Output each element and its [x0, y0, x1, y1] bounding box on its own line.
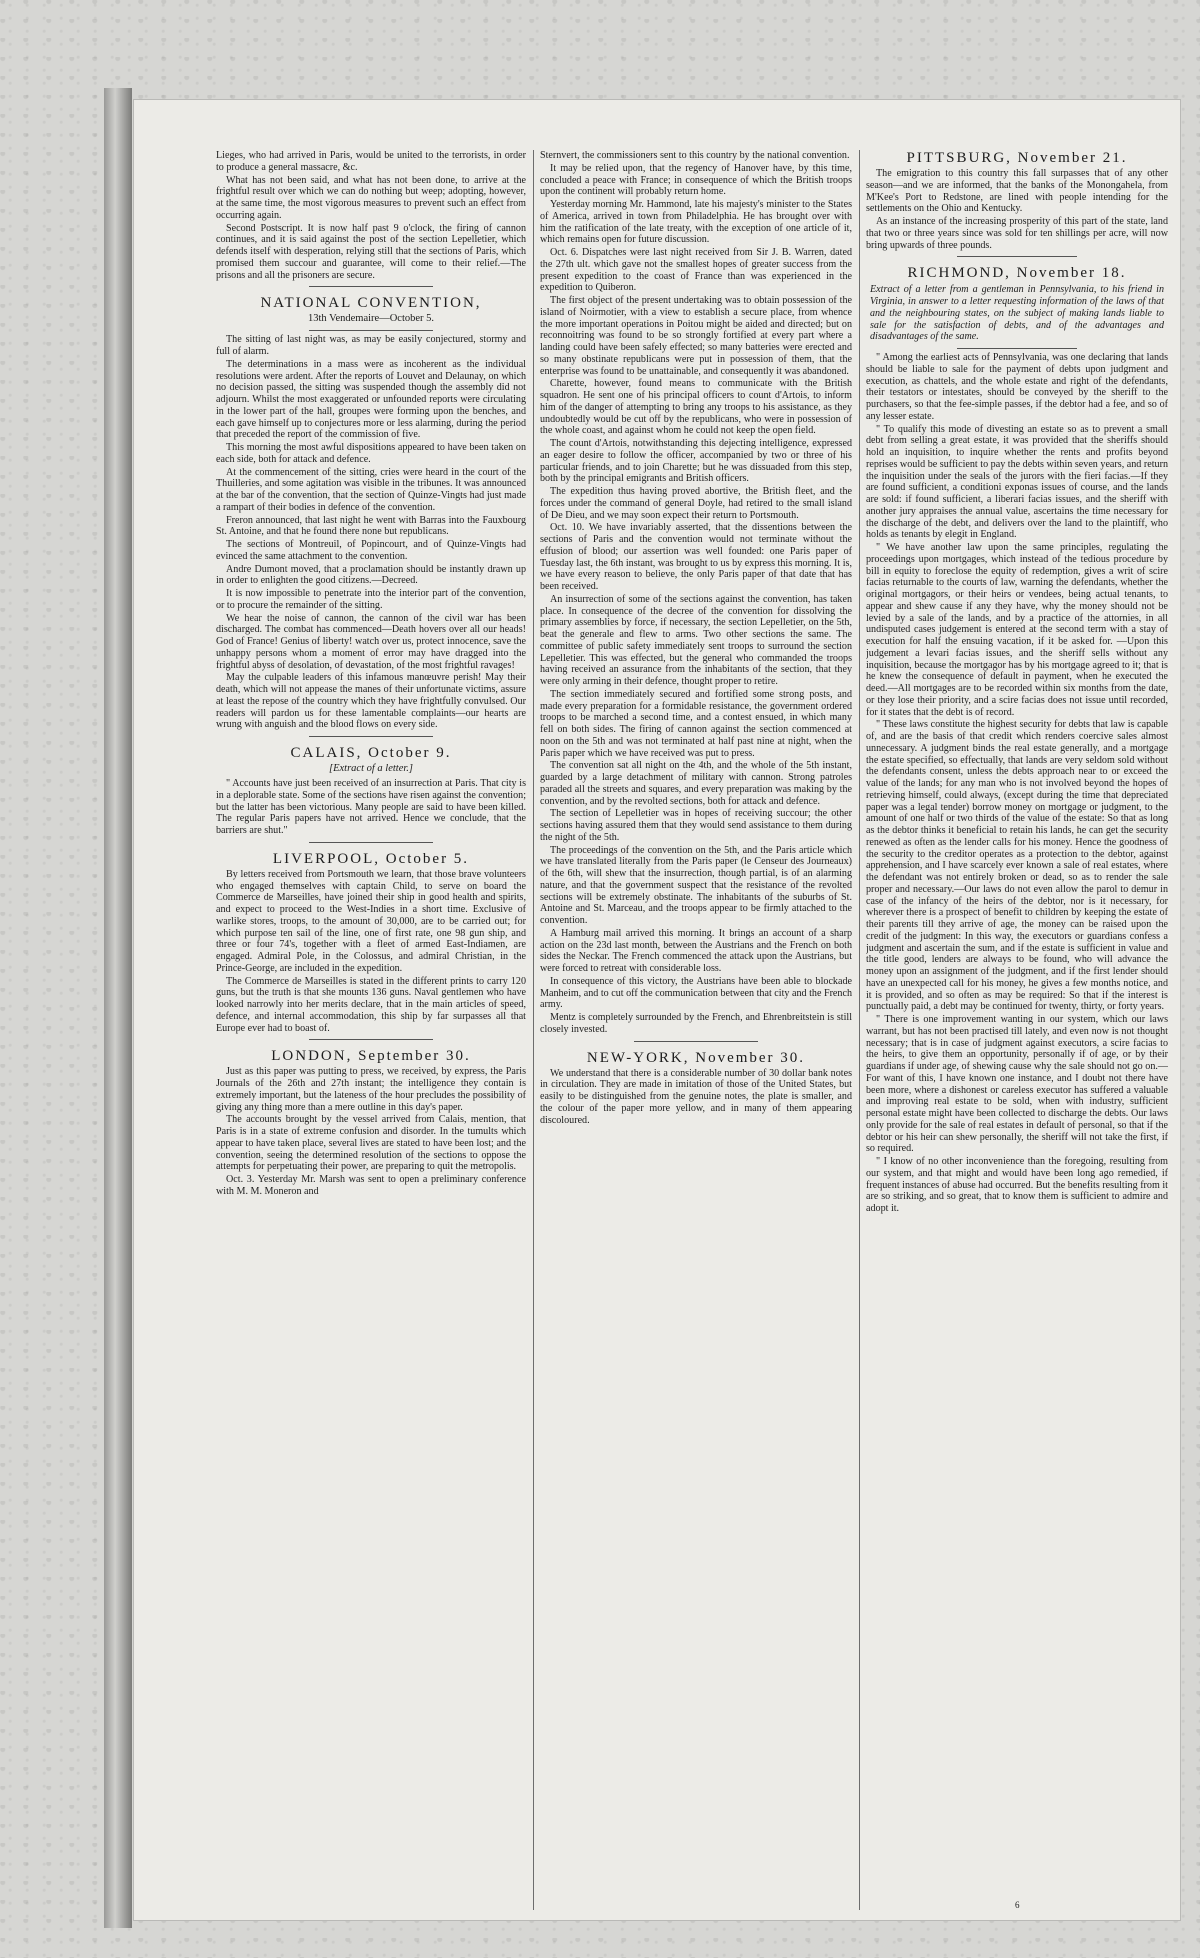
page-number: 6 — [1015, 1900, 1020, 1910]
section-heading: RICHMOND, November 18. — [907, 265, 1127, 282]
paragraph: Mentz is completely surrounded by the French, and Ehrenbreitstein is still closely invested. — [540, 1012, 852, 1035]
paragraph: " We have another law upon the same principles, regulating the proceedings upon mortgages, which instead of the tedious procedure by bill in equity to foreclose the equity of redemption, gives a writ of scire facias returnable to the courts of law, warning the defendants, whether the original mortgagors, or their heirs or vendees, being actual tenants, to appear and shew cause if any they have, why the money should not be levied by a sale of the lands, and by a practice of the attornies, in all undisputed cases judgement is entered at the second term with a stay of execution for half the ensuing vacation, if it be asked for. —Upon this judgement a levari facias issues, and the sheriff sells without any inquisition, because the mortgagor has by his mortgage agreed to it; that is he knew the consequence of default in payment, when he executed the deed.—All mortgages are to be recorded within six months from the date, or they lose their priority, and a scire facias does not issue until recorded, for it states that the debt is of record. — [866, 542, 1168, 718]
section-subheading: [Extract of a letter.] — [329, 763, 413, 774]
column-1 — [216, 150, 526, 1915]
paragraph: Andre Dumont moved, that a proclamation should be instantly drawn up in order to enlighten the good citizens.—Decreed. — [216, 563, 526, 587]
section-divider — [634, 1041, 759, 1042]
paragraph: " There is one improvement wanting in our system, which our laws warrant, but has not been practised till lately, and even now is not thought necessary; that is in case of judgment against executors, a scire facias to the heirs, to give them an opportunity, personally if of age, or by their guardians if under age, of shewing cause why the sale should not go on.—For want of this, I have known one instance, and I doubt not there have been more, where a dishonest or careless executor has suffered a valuable and improving real estate to be sold, when with industry, sufficient personal estate might have been collected to discharge the debts. Our laws only provide for the sale of real estates in default of personal, so that if the debtor or his heir can shew personally, the sheriff will not take the first, if so required. — [866, 1014, 1168, 1155]
paragraph: A Hamburg mail arrived this morning. It brings an account of a sharp action on the 23d last month, between the Austrians and the French on both sides the Neckar. The French commenced the attack upon the Austrians, but were forced to retreat with considerable loss. — [540, 927, 852, 974]
paragraph: The proceedings of the convention on the 5th, and the Paris article which we have translated literally from the Paris paper (le Censeur des Journeaux) of the 6th, will shew that the insurrection, though partial, is of an alarming nature, and that the government suspect that the resistance of the revolted sections will be extremely obstinate. The inhabitants of the suburbs of St. Antoine and St. Marceau, and the troops appear to be firmly attached to the convention. — [540, 844, 852, 926]
paragraph: We understand that there is a considerable number of 30 dollar bank notes in circulation. They are made in imitation of those of the United States, but easily to be distinguished from the genuine notes, the plate is smaller, and the colour of the paper more yellow, and in many of them appearing discoloured. — [540, 1067, 852, 1126]
paragraph: Oct. 10. We have invariably asserted, that the dissentions between the sections of Paris and the convention would not terminate without the effusion of blood; our assertion was well founded: one Paris paper of Tuesday last, the 6th instant, was brought to us by express this morning. It is, we have every reason to believe, the only Paris paper of that date that has been received. — [540, 522, 852, 592]
paragraph: " I know of no other inconvenience than the foregoing, resulting from our system, and that might and would have been long ago remedied, if frequent instances of abuse had occurred. But the benefits resulting from it are so striking, and so great, that to know them is sufficient to admire and adopt it. — [866, 1156, 1168, 1214]
extract-heading: Extract of a letter from a gentleman in Pennsylvania, to his friend in Virginia, in answer to a letter requesting information of the laws of that and the neighbouring states, on the subject of making lands liable to sale for the satisfaction of debts, and of the advantages and disadvantages of the same. — [870, 284, 1164, 343]
paragraph: At the commencement of the sitting, cries were heard in the court of the Thuilleries, and some agitation was visible in the tribunes. It was announced at the bar of the convention, that the section of Quinze-Vingts had just made a rampart of their bodies in defence of the convention. — [216, 466, 526, 513]
paragraph: The Commerce de Marseilles is stated in the different prints to carry 120 guns, but the truth is that she mounts 136 guns. Naval gentlemen who have looked narrowly into her merits declare, that in the main articles of speed, defence, and internal accommodation, this ship by far surpasses all that Europe ever had to boast of. — [216, 975, 526, 1034]
paragraph: Freron announced, that last night he went with Barras into the Fauxbourg St. Antoine, and that he found there none but republicans. — [216, 514, 526, 538]
paragraph: Second Postscript. It is now half past 9 o'clock, the firing of cannon continues, and it is said against the post of the section Lepelletier, which defends itself with desperation, relying still that the sections of Paris, which promised them succour and guarantee, will come to their relief.—The prisons and all the prisoners are secure. — [216, 222, 526, 281]
section-heading: NATIONAL CONVENTION, — [260, 295, 482, 312]
paragraph: Just as this paper was putting to press, we received, by express, the Paris Journals of the 26th and 27th instant; the intelligence they contain is extremely important, but the lateness of the hour precludes the possibility of giving any thing more than a mere outline in this day's paper. — [216, 1066, 526, 1113]
paragraph: It is now impossible to penetrate into the interior part of the convention, or to procure the remainder of the sitting. — [216, 588, 526, 611]
paragraph: " Accounts have just been received of an insurrection at Paris. That city is in a deplorable state. Some of the sections have risen against the convention; but the latter has been victorious. Many people are said to have been killed. The regular Paris papers have not arrived. Hence we conclude, that the barriers are shut." — [216, 778, 526, 836]
paragraph: Yesterday morning Mr. Hammond, late his majesty's minister to the States of America, arrived in town from Philadelphia. He has brought over with him the ratification of the late treaty, with the exception of one article of it, which remains open for future discussion. — [540, 199, 852, 246]
section-heading: NEW-YORK, November 30. — [586, 1049, 806, 1066]
section-heading: CALAIS, October 9. — [290, 745, 452, 761]
paragraph: By letters received from Portsmouth we learn, that those brave volunteers who engaged themselves with captain Child, to serve on board the Commerce de Marseilles, have joined their ship in good health and spirits, and expect to proceed to the West-Indies in a short time. Exclusive of warlike stores, troops, to the amount of 30,000, are to be carried out; for which purpose ten sail of the line, one of first rate, one 98 gun ship, and three or four 74's, together with a fleet of armed East-Indiamen, are engaged. Admiral Pole, in the Colossus, and admiral Christian, in the Prince-George, are included in the expedition. — [216, 868, 526, 974]
section-dateline: 13th Vendemaire—October 5. — [307, 313, 435, 325]
paragraph: The sitting of last night was, as may be easily conjectured, stormy and full of alarm. — [216, 334, 526, 357]
section-heading: LIVERPOOL, October 5. — [272, 850, 470, 867]
section-heading: PITTSBURG, November 21. — [906, 150, 1128, 166]
paragraph: Oct. 6. Dispatches were last night received from Sir J. B. Warren, dated the 27th ult. which gave not the smallest hopes of greater success from the present expedition to the coast of France than was experienced in the expedition to Quiberon. — [540, 247, 852, 294]
paragraph: The section of Lepelletier was in hopes of receiving succour; the other sections having assured them that they would send assistance to them during the night of the 5th. — [540, 808, 852, 843]
paragraph: " Among the earliest acts of Pennsylvania, was one declaring that lands should be liable to sale for the payment of debts upon judgment and execution, as chattels, and the whole estate and right of the defendants, their testators or intestates, should be conveyed by the sheriff to the purchasers, so that the fee-simple passes, if the debtor had a fee, and so of any lesser estate. — [866, 352, 1168, 422]
paragraph: " To qualify this mode of divesting an estate so as to prevent a small debt from selling a great estate, it was provided that the sheriffs should hold an inquisition, to inquire whether the rents and profits beyond reprises would be sufficient to pay the debts within seven years, and return the inquisition under the seals of the jurors with the fieri facias.—If they are found sufficient, a conditioni exponas issues of course, and the lands are sold: if found sufficient, a liberari facias issues, and the sheriff with another jury appraises the annual value, ascertains the time necessary for the discharge of the debt, and delivers over the land to the plaintiff, who holds as tenants by elegit in England. — [866, 423, 1168, 541]
paragraph: The expedition thus having proved abortive, the British fleet, and the forces under the command of general Doyle, had retired to the small island of De Dieu, and we may soon expect their return to Portsmouth. — [540, 486, 852, 521]
section-divider — [957, 348, 1078, 349]
section-divider — [309, 1039, 433, 1040]
paragraph: We hear the noise of cannon, the cannon of the civil war has been discharged. The combat has commenced—Death hovers over all our heads! God of France! Genius of liberty! watch over us, protect innocence, save the unhappy persons whom a moment of error may have dragged into the frightful abyss of desolation, of devastation, of the most frightful ravages! — [216, 612, 526, 671]
paragraph: Oct. 3. Yesterday Mr. Marsh was sent to open a preliminary conference with M. M. Moneron and — [216, 1174, 526, 1197]
paragraph: The determinations in a mass were as incoherent as the individual resolutions were ardent. After the reports of Louvet and Delaunay, on which no decision passed, the sitting was suspended though the assembly did not adjourn. Whilst the most exaggerated or unfounded reports were circulating in the lower part of the hall, groupes were forming upon the benches, and each gave himself up to conjectures more or less alarming, during the period that preceded the report of the commission of five. — [216, 358, 526, 441]
paragraph: The accounts brought by the vessel arrived from Calais, mention, that Paris is in a state of extreme confusion and disorder. In the tumults which appear to have taken place, several lives are stated to have been lost; and the convention, seeing the determined resolution of the sections to oppose the attempts for perpetuating their power, are preparing to quit the metropolis. — [216, 1114, 526, 1173]
section-divider — [309, 286, 433, 287]
paragraph: The emigration to this country this fall surpasses that of any other season—and we are informed, that the banks of the Monongahela, from M'Kee's Port to Redstone, are lined with people intending for the settlements on the Ohio and Kentucky. — [866, 168, 1168, 215]
column-rule-2 — [859, 150, 860, 1910]
section-divider — [309, 842, 433, 843]
paragraph: May the culpable leaders of this infamous manœuvre perish! May their death, which will not appease the manes of their unfortunate victims, assure at least the repose of the country which they have frightfully convulsed. Our readers will pardon us for these lamentable complaints—our hearts are wrung with anguish and the blood flows on every side. — [216, 672, 526, 731]
paragraph: Lieges, who had arrived in Paris, would be united to the terrorists, in order to produce a general massacre, &c. — [216, 150, 526, 173]
paragraph: " These laws constitute the highest security for debts that law is capable of, and are the basis of that credit which renders coercive sales almost unnecessary. A judgment binds the real estate generally, and a mortgage the estate specified, so effectually, that lands are very seldom sold without the defendants consent, unless the debts approach near to or exceed the value of the lands; for any man who is not involved beyond the hopes of retrieving himself, could always, (except during the time that depreciated paper was a legal tender) borrow money on mortgage or judgment, to the amount of one half or two thirds of the value of the estate: So that as long as the debtor thinks it beneficial to retain his lands, he can get the security renewed as often as the lender calls for his money. Hence the goodness of the security to the creditor operates as a protection to the debtor, against apprehension, and I have scarcely ever known a sale of real estates, where the defendant was not entirely broken or dead, so as to render the sale proper and necessary.—Our laws do not even allow the parol to demur in case of the infancy of the heirs of the debtor, nor is it necessary, for wherever there is a prospect of benefit to children by keeping the estate of their parents till they arrive of age, the money can be raised upon the credit of the judgment: In this way, the executors or guardians confess a judgment and ascertain the sum, and if the estate is sufficient in value and the title good, lenders are always to be found, who will advance the money upon an assignment of the judgment, and if the first lender should have an unexpected call for his money, he gives a few months notice, and it is provided, and so often as may be required: So that if the interest is punctually paid, a debt may be continued for twenty, thirty, or forty years. — [866, 719, 1168, 1013]
section-divider — [957, 256, 1078, 257]
paragraph: The sections of Montreuil, of Popincourt, and of Quinze-Vingts had evinced the same attachment to the convention. — [216, 539, 526, 562]
column-2 — [540, 150, 852, 1915]
column-3 — [866, 150, 1168, 1915]
section-divider — [309, 736, 433, 737]
section-divider — [309, 330, 433, 331]
paragraph: This morning the most awful dispositions appeared to have been taken on each side, both for attack and defence. — [216, 442, 526, 465]
paragraph: The first object of the present undertaking was to obtain possession of the island of Noirmotier, with a view to establish a secure place, from whence the more important operations in Poitou might be aided and directed; but on reconnoitring was found to be so strongly fortified at every part where a landing could have been safely effected; so many batteries were erected and so many obstinate republicans were put in possession of them, that the enterprise was found to be unattainable, and consequently it was abandoned. — [540, 295, 852, 377]
paragraph: As an instance of the increasing prosperity of this part of the state, land that two or three years since was sold for ten shillings per acre, will now bring upwards of three pounds. — [866, 216, 1168, 251]
paragraph: The section immediately secured and fortified some strong posts, and made every preparation for a formidable resistance, the government ordered troops to be marched a second time, and a contest ensued, in which many fell on both sides. The firing of cannon against the section commenced at noon on the 5th and was not terminated at half past nine at night, when the Paris paper which we have received was put to press. — [540, 688, 852, 759]
paragraph: An insurrection of some of the sections against the convention, has taken place. In consequence of the decree of the convention for dissolving the primary assemblies by force, if necessary, the section Lepelletier, on the 5th, beat the generale and flew to arms. Two other sections the same. The committee of public safety immediately sent troops to surround the section Lepelletier. This was effected, but the general who commanded the troops having received an assurance from the inhabitants of the section, that they were only arming in their defence, thought proper to retire. — [540, 593, 852, 687]
paragraph: Charette, however, found means to communicate with the British squadron. He sent one of his principal officers to count d'Artois, to inform him of the danger of attempting to bring any troops to his assistance, as they undoubtedly would be cut off by the republicans, who were in possession of the whole coast, and against whom he could not keep the open field. — [540, 378, 852, 437]
paragraph: Sternvert, the commissioners sent to this country by the national convention. — [540, 150, 850, 161]
paragraph: It may be relied upon, that the regency of Hanover have, by this time, concluded a peace with France; in consequence of which the British troops upon the continent will probably return home. — [540, 162, 852, 198]
paragraph: In consequence of this victory, the Austrians have been able to blockade Manheim, and to cut off the communication between that city and the French army. — [540, 975, 852, 1011]
paragraph: The count d'Artois, notwithstanding this dejecting intelligence, expressed an eager desire to follow the officer, accompanied by two or three of his particular friends, and to join Charette; but he was dissuaded from this step, both by the principal emigrants and British officers. — [540, 438, 852, 485]
paragraph: What has not been said, and what has not been done, to arrive at the frightful result over which we can do nothing but weep; adopting, however, at the same time, the most vigorous measures to prevent such an effect from occurring again. — [216, 174, 526, 221]
column-rule-1 — [533, 150, 534, 1910]
paragraph: The convention sat all night on the 4th, and the whole of the 5th instant, guarded by a large detachment of military with cannon. Strong patroles paraded all the streets and squares, and every preparation was making by the convention, and by the revolted sections, both for attack and defence. — [540, 760, 852, 807]
book-binding — [104, 88, 132, 1928]
section-heading: LONDON, September 30. — [271, 1048, 471, 1065]
